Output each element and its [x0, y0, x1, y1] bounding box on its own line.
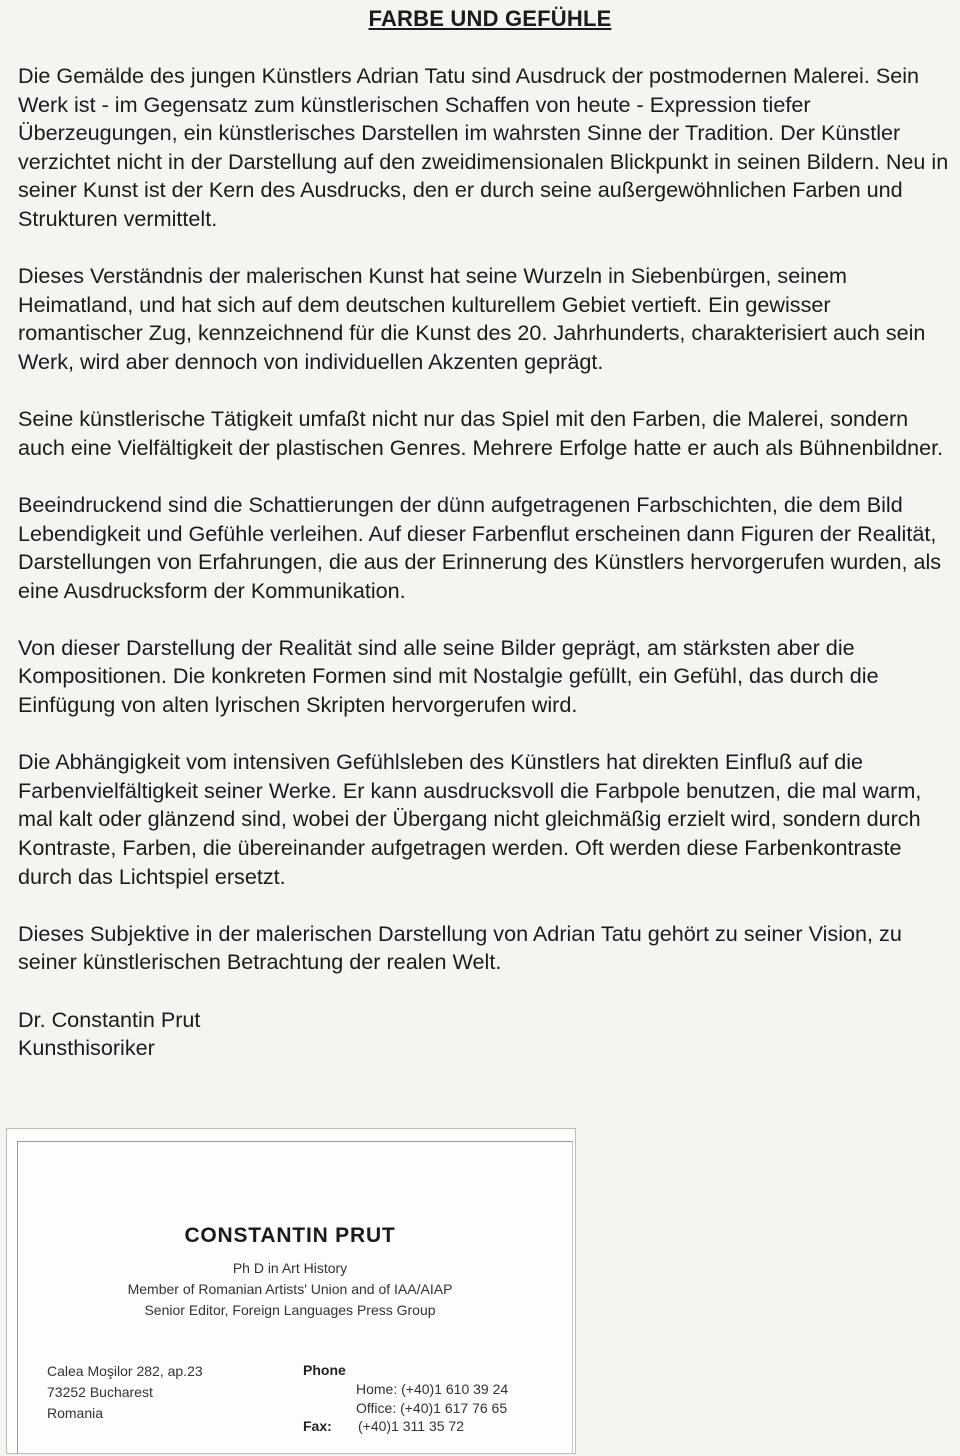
paragraph: Dieses Subjektive in der malerischen Darstellung von Adrian Tatu gehört zu seiner Vision, zu seiner künstlerischen Betrachtung der realen Welt.: [18, 920, 902, 975]
card-name: CONSTANTIN PRUT: [184, 1224, 396, 1247]
card-address-line-2: 73252 Bucharest: [47, 1384, 153, 1400]
card-fax-label: Fax:: [303, 1418, 332, 1434]
paragraph: Die Abhängigkeit vom intensiven Gefühlsleben des Künstlers hat direkten Einfluß auf die Farbenvielfältigkeit seiner Werke. Er kann ausdrucksvoll die Farbpole benutzen, die mal warm, mal kalt oder glänzend sind, wobei der Übergang nicht gleichmäßig erzielt wird, sondern durch Kontraste, Farben, die übereinander aufgetragen werden. Oft werden diese Farbenkontraste durch das Lichtspiel ersetzt.: [18, 749, 922, 889]
business-card-frame: [17, 1141, 573, 1454]
business-card: [6, 1128, 576, 1454]
card-fax-number: (+40)1 311 35 72: [358, 1418, 464, 1434]
paragraph: Beeindruckend sind die Schattierungen der dünn aufgetragenen Farbschichten, die dem Bild Lebendigkeit und Gefühle verleihen. Auf dieser Farbenflut erscheinen dann Figuren der Realität, Darstellungen von Erfahrungen, die aus der Erinnerung des Künstlers hervorgerufen wurden, als eine Ausdrucksform der Kommunikation.: [18, 491, 942, 603]
card-membership: Member of Romanian Artists' Union and of IAA/AIAP: [127, 1281, 453, 1297]
signature-name: Dr. Constantin Prut: [18, 1006, 201, 1032]
card-phone-office: Office: (+40)1 617 76 65: [356, 1400, 508, 1416]
card-position: Senior Editor, Foreign Languages Press Group: [144, 1302, 436, 1318]
card-address-line-1: Calea Moşilor 282, ap.23: [47, 1363, 203, 1379]
article-body: [18, 62, 958, 1063]
signature-role: Kunsthisoriker: [18, 1035, 155, 1061]
card-phone-home: Home: (+40)1 610 39 24: [356, 1381, 509, 1397]
card-phone-label: Phone: [303, 1362, 346, 1378]
card-degree: Ph D in Art History: [232, 1260, 348, 1276]
document-title: FARBE UND GEFÜHLE: [368, 6, 612, 31]
paragraph: Dieses Verständnis der malerischen Kunst hat seine Wurzeln in Siebenbürgen, seinem Heimatland, und hat sich auf dem deutschen kulturellem Gebiet vertieft. Ein gewisser romantischer Zug, kennzeichnend für die Kunst des 20. Jahrhunderts, charakterisiert auch sein Werk, wird aber dennoch von individuellen Akzenten geprägt.: [18, 263, 926, 374]
paragraph: Von dieser Darstellung der Realität sind alle seine Bilder geprägt, am stärksten aber die Kompositionen. Die konkreten Formen sind mit Nostalgie gefüllt, ein Gefühl, das durch die Einfügung von alten lyrischen Skripten hervorgerufen wird.: [18, 634, 879, 718]
card-address-line-3: Romania: [47, 1405, 104, 1421]
paragraph: Seine künstlerische Tätigkeit umfaßt nicht nur das Spiel mit den Farben, die Malerei, sondern auch eine Vielfältigkeit der plastischen Genres. Mehrere Erfolge hatte er auch als Bühnenbildner.: [18, 406, 944, 460]
paragraph: Die Gemälde des jungen Künstlers Adrian Tatu sind Ausdruck der postmodernen Malerei. Sein Werk ist - im Gegensatz zum künstlerischen Schaffen von heute - Expression tiefer Überzeugungen, ein künstlerisches Darstellen im wahrsten Sinne der Tradition. Der Künstler verzichtet nicht in der Darstellung auf den zweidimensionalen Blickpunkt in seinen Bildern. Neu in seiner Kunst ist der Kern des Ausdrucks, den er durch seine außergewöhnlichen Farben und Strukturen vermittelt.: [18, 63, 949, 231]
